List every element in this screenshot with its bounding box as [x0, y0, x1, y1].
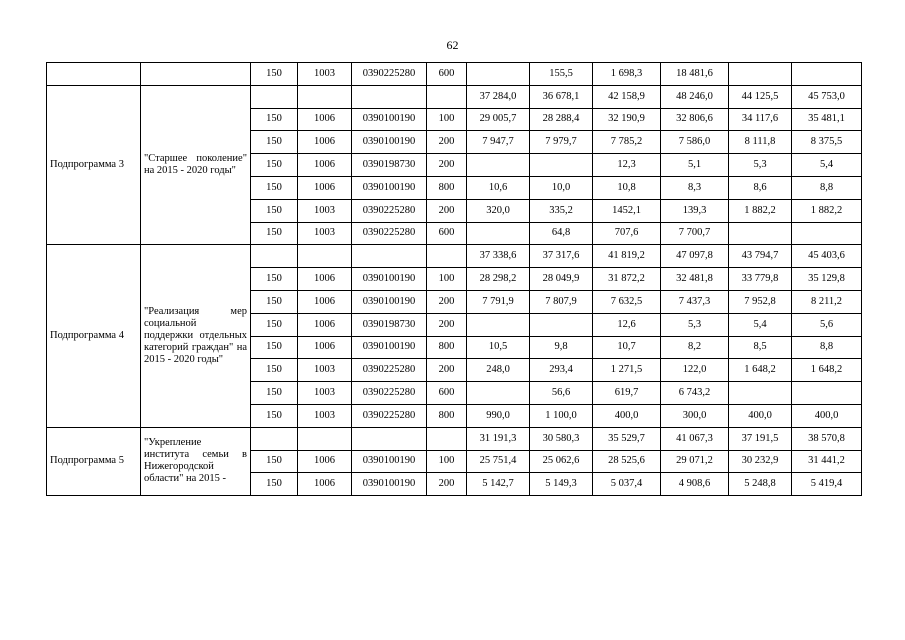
code-cell: 150	[251, 359, 298, 382]
code-cell	[298, 427, 352, 450]
amount-cell: 8,3	[661, 176, 729, 199]
amount-cell: 400,0	[593, 404, 661, 427]
code-cell	[352, 245, 427, 268]
amount-cell: 5,3	[729, 154, 792, 177]
amount-cell: 1452,1	[593, 199, 661, 222]
amount-cell	[530, 154, 593, 177]
code-cell: 0390100190	[352, 473, 427, 496]
amount-cell: 5,4	[792, 154, 862, 177]
code-cell	[251, 245, 298, 268]
code-cell: 800	[427, 404, 467, 427]
code-cell: 0390225280	[352, 199, 427, 222]
amount-cell: 5,6	[792, 313, 862, 336]
amount-cell: 28 298,2	[467, 268, 530, 291]
amount-cell: 37 191,5	[729, 427, 792, 450]
code-cell: 150	[251, 176, 298, 199]
amount-cell: 35 481,1	[792, 108, 862, 131]
amount-cell	[792, 382, 862, 405]
amount-cell: 6 743,2	[661, 382, 729, 405]
amount-cell: 1 882,2	[729, 199, 792, 222]
code-cell: 1003	[298, 222, 352, 245]
amount-cell	[467, 382, 530, 405]
code-cell: 0390198730	[352, 154, 427, 177]
code-cell: 100	[427, 268, 467, 291]
amount-cell: 29 005,7	[467, 108, 530, 131]
amount-cell: 37 338,6	[467, 245, 530, 268]
amount-cell: 10,7	[593, 336, 661, 359]
amount-cell: 32 190,9	[593, 108, 661, 131]
code-cell: 100	[427, 108, 467, 131]
amount-cell: 5,3	[661, 313, 729, 336]
code-cell: 150	[251, 131, 298, 154]
code-cell: 600	[427, 222, 467, 245]
code-cell: 200	[427, 199, 467, 222]
page-number: 62	[446, 38, 459, 52]
amount-cell: 5,4	[729, 313, 792, 336]
amount-cell	[467, 313, 530, 336]
amount-cell: 7 437,3	[661, 290, 729, 313]
amount-cell: 5 142,7	[467, 473, 530, 496]
code-cell: 1006	[298, 154, 352, 177]
amount-cell: 10,5	[467, 336, 530, 359]
amount-cell: 35 529,7	[593, 427, 661, 450]
amount-cell: 29 071,2	[661, 450, 729, 473]
amount-cell: 12,6	[593, 313, 661, 336]
code-cell: 1006	[298, 290, 352, 313]
code-cell: 0390225280	[352, 404, 427, 427]
code-cell: 0390100190	[352, 336, 427, 359]
table-row	[47, 245, 862, 268]
code-cell: 1003	[298, 382, 352, 405]
code-cell: 150	[251, 154, 298, 177]
code-cell: 0390225280	[352, 382, 427, 405]
code-cell: 150	[251, 222, 298, 245]
amount-cell	[467, 63, 530, 86]
code-cell: 1003	[298, 404, 352, 427]
program-description-cell: "Укрепление института семьи в Нижегородской области" на 2015 -	[141, 427, 251, 495]
code-cell: 0390100190	[352, 450, 427, 473]
code-cell: 150	[251, 290, 298, 313]
amount-cell: 47 097,8	[661, 245, 729, 268]
amount-cell: 155,5	[530, 63, 593, 86]
code-cell	[298, 245, 352, 268]
code-cell: 0390100190	[352, 268, 427, 291]
amount-cell: 8,5	[729, 336, 792, 359]
amount-cell: 33 779,8	[729, 268, 792, 291]
amount-cell: 1 271,5	[593, 359, 661, 382]
amount-cell	[792, 222, 862, 245]
program-name-cell: Подпрограмма 3	[47, 85, 141, 245]
program-description-cell: "Реализация мер социальной поддержки отдельных категорий граждан" на 2015 - 2020 годы"	[141, 245, 251, 427]
code-cell	[251, 85, 298, 108]
amount-cell: 7 586,0	[661, 131, 729, 154]
amount-cell: 1 882,2	[792, 199, 862, 222]
table-row	[47, 427, 862, 450]
amount-cell: 335,2	[530, 199, 593, 222]
amount-cell: 25 751,4	[467, 450, 530, 473]
code-cell: 1006	[298, 336, 352, 359]
amount-cell: 8,6	[729, 176, 792, 199]
amount-cell: 300,0	[661, 404, 729, 427]
amount-cell: 293,4	[530, 359, 593, 382]
code-cell: 0390100190	[352, 176, 427, 199]
amount-cell: 30 580,3	[530, 427, 593, 450]
code-cell: 200	[427, 131, 467, 154]
code-cell: 1003	[298, 359, 352, 382]
code-cell: 150	[251, 382, 298, 405]
amount-cell: 1 648,2	[792, 359, 862, 382]
code-cell	[352, 85, 427, 108]
code-cell: 150	[251, 268, 298, 291]
code-cell: 0390225280	[352, 63, 427, 86]
amount-cell: 45 403,6	[792, 245, 862, 268]
amount-cell: 8 111,8	[729, 131, 792, 154]
amount-cell: 37 317,6	[530, 245, 593, 268]
budget-table-body	[47, 63, 862, 496]
amount-cell: 28 525,6	[593, 450, 661, 473]
amount-cell	[729, 63, 792, 86]
code-cell: 1006	[298, 108, 352, 131]
code-cell: 150	[251, 63, 298, 86]
code-cell: 150	[251, 404, 298, 427]
amount-cell: 48 246,0	[661, 85, 729, 108]
amount-cell: 25 062,6	[530, 450, 593, 473]
amount-cell: 8 375,5	[792, 131, 862, 154]
amount-cell: 35 129,8	[792, 268, 862, 291]
amount-cell: 7 952,8	[729, 290, 792, 313]
code-cell: 800	[427, 336, 467, 359]
amount-cell: 5 248,8	[729, 473, 792, 496]
amount-cell: 7 947,7	[467, 131, 530, 154]
code-cell	[298, 85, 352, 108]
code-cell: 100	[427, 450, 467, 473]
code-cell: 1006	[298, 176, 352, 199]
code-cell: 150	[251, 313, 298, 336]
code-cell: 1006	[298, 268, 352, 291]
amount-cell: 5 037,4	[593, 473, 661, 496]
amount-cell: 38 570,8	[792, 427, 862, 450]
code-cell: 1003	[298, 199, 352, 222]
code-cell: 1006	[298, 313, 352, 336]
amount-cell	[467, 222, 530, 245]
code-cell: 600	[427, 63, 467, 86]
amount-cell: 31 872,2	[593, 268, 661, 291]
amount-cell: 4 908,6	[661, 473, 729, 496]
amount-cell: 5 419,4	[792, 473, 862, 496]
code-cell: 150	[251, 108, 298, 131]
code-cell: 0390100190	[352, 290, 427, 313]
amount-cell: 34 117,6	[729, 108, 792, 131]
code-cell	[427, 245, 467, 268]
code-cell: 200	[427, 473, 467, 496]
amount-cell: 56,6	[530, 382, 593, 405]
amount-cell: 9,8	[530, 336, 593, 359]
amount-cell	[729, 222, 792, 245]
table-row	[47, 63, 862, 86]
amount-cell: 7 791,9	[467, 290, 530, 313]
amount-cell: 7 785,2	[593, 131, 661, 154]
code-cell: 200	[427, 313, 467, 336]
amount-cell: 400,0	[792, 404, 862, 427]
program-description-cell: "Старшее поколение" на 2015 - 2020 годы"	[141, 85, 251, 245]
code-cell: 150	[251, 199, 298, 222]
amount-cell: 990,0	[467, 404, 530, 427]
amount-cell: 28 288,4	[530, 108, 593, 131]
code-cell: 0390198730	[352, 313, 427, 336]
amount-cell: 8,2	[661, 336, 729, 359]
amount-cell: 1 100,0	[530, 404, 593, 427]
amount-cell: 400,0	[729, 404, 792, 427]
amount-cell: 32 481,8	[661, 268, 729, 291]
table-row	[47, 85, 862, 108]
program-name-cell	[47, 63, 141, 86]
amount-cell: 248,0	[467, 359, 530, 382]
code-cell	[427, 427, 467, 450]
amount-cell: 122,0	[661, 359, 729, 382]
amount-cell: 28 049,9	[530, 268, 593, 291]
amount-cell: 30 232,9	[729, 450, 792, 473]
amount-cell: 32 806,6	[661, 108, 729, 131]
amount-cell: 41 067,3	[661, 427, 729, 450]
amount-cell: 12,3	[593, 154, 661, 177]
code-cell: 150	[251, 473, 298, 496]
amount-cell: 1 698,3	[593, 63, 661, 86]
code-cell: 0390100190	[352, 108, 427, 131]
code-cell	[251, 427, 298, 450]
amount-cell: 64,8	[530, 222, 593, 245]
amount-cell: 10,6	[467, 176, 530, 199]
amount-cell: 619,7	[593, 382, 661, 405]
code-cell: 200	[427, 359, 467, 382]
amount-cell: 42 158,9	[593, 85, 661, 108]
code-cell: 0390100190	[352, 131, 427, 154]
amount-cell: 8,8	[792, 336, 862, 359]
amount-cell: 45 753,0	[792, 85, 862, 108]
code-cell: 0390225280	[352, 222, 427, 245]
amount-cell	[729, 382, 792, 405]
amount-cell: 36 678,1	[530, 85, 593, 108]
amount-cell: 1 648,2	[729, 359, 792, 382]
code-cell: 1006	[298, 450, 352, 473]
amount-cell: 320,0	[467, 199, 530, 222]
code-cell: 1003	[298, 63, 352, 86]
amount-cell	[792, 63, 862, 86]
amount-cell: 8,8	[792, 176, 862, 199]
program-description-cell	[141, 63, 251, 86]
code-cell: 150	[251, 450, 298, 473]
amount-cell: 139,3	[661, 199, 729, 222]
amount-cell: 5 149,3	[530, 473, 593, 496]
code-cell: 1006	[298, 131, 352, 154]
amount-cell: 8 211,2	[792, 290, 862, 313]
code-cell: 0390225280	[352, 359, 427, 382]
code-cell: 800	[427, 176, 467, 199]
code-cell	[427, 85, 467, 108]
code-cell: 1006	[298, 473, 352, 496]
amount-cell: 31 441,2	[792, 450, 862, 473]
amount-cell: 7 700,7	[661, 222, 729, 245]
code-cell	[352, 427, 427, 450]
budget-table	[46, 62, 862, 496]
code-cell: 150	[251, 336, 298, 359]
amount-cell: 10,0	[530, 176, 593, 199]
amount-cell: 10,8	[593, 176, 661, 199]
amount-cell: 5,1	[661, 154, 729, 177]
code-cell: 200	[427, 154, 467, 177]
amount-cell	[530, 313, 593, 336]
amount-cell: 37 284,0	[467, 85, 530, 108]
amount-cell: 7 807,9	[530, 290, 593, 313]
program-name-cell: Подпрограмма 4	[47, 245, 141, 427]
code-cell: 600	[427, 382, 467, 405]
amount-cell: 44 125,5	[729, 85, 792, 108]
amount-cell: 41 819,2	[593, 245, 661, 268]
amount-cell: 43 794,7	[729, 245, 792, 268]
amount-cell: 7 632,5	[593, 290, 661, 313]
program-name-cell: Подпрограмма 5	[47, 427, 141, 495]
code-cell: 200	[427, 290, 467, 313]
amount-cell	[467, 154, 530, 177]
amount-cell: 7 979,7	[530, 131, 593, 154]
amount-cell: 707,6	[593, 222, 661, 245]
amount-cell: 31 191,3	[467, 427, 530, 450]
amount-cell: 18 481,6	[661, 63, 729, 86]
